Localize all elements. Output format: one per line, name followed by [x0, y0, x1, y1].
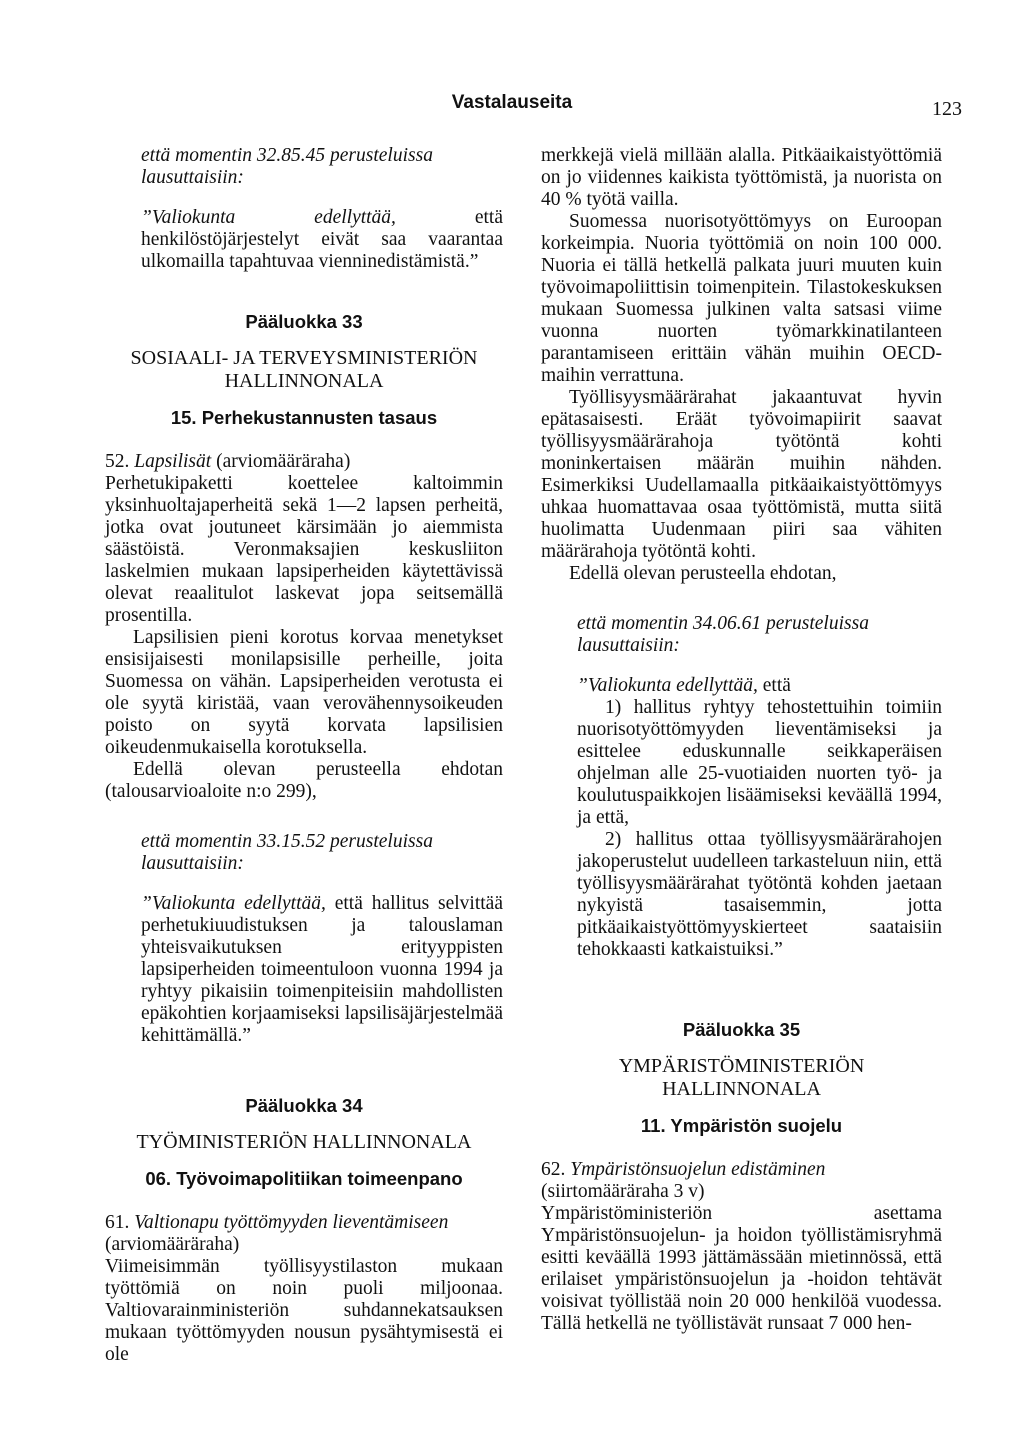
item61-note: (arviomääräraha): [105, 1234, 240, 1255]
item52-heading: [105, 451, 503, 473]
quote1-intro: että momentin 32.85.45 perusteluissa lausuttaisiin:: [141, 145, 433, 188]
left-column: [105, 145, 503, 1366]
right-paragraph-2: Suomessa nuorisotyöttömyys on Euroopan korkeimpia. Nuoria työttömiä on noin 100 000. Nuoria ei tällä hetkellä palkata juuri muuten kuin työvoimapoliittisin toimenpitein. Tilastokeskuksen mukaan Suomessa julkinen valta satsasi viime vuonna nuorten työmarkkinatilanteen parantamiseen erittäin vähän muihin OECD-maihin verrattuna.: [541, 211, 942, 386]
right-paragraph-1: merkkejä vielä millään alalla. Pitkäaikaistyöttömiä on jo viidennes kaikista työttömistä, ja nuorista on 40 % työtä vailla.: [541, 145, 942, 210]
quote1-lead: ”Valiokunta edellyttää,: [141, 207, 396, 228]
quote1-text: että henkilöstöjärjestelyt eivät saa vaarantaa ulkomailla tapahtuvaa vienninedistämistä.”: [141, 207, 503, 272]
quote3-lead: ”Valiokunta edellyttää,: [577, 675, 758, 696]
section35-ministry: YMPÄRISTÖMINISTERIÖN HALLINNONALA: [618, 1055, 865, 1100]
page-header: [0, 92, 1024, 122]
quote3-item-2: 2) hallitus ottaa työllisyysmäärärahojen jakoperustelut uudelleen tarkasteluun niin, että työllisyysmäärärahat työtöntä kohden jaetaan nykyistä tasaisemmin, jotta pitkäaikaistyöttömyyskierteet saataisiin tehokkaasti katkaistuiksi.”: [577, 829, 942, 960]
item61-title: Valtionapu työttömyyden lieventämiseen: [134, 1212, 449, 1233]
item62-heading: [541, 1159, 942, 1203]
right-paragraph-5: Ympäristöministeriön asettama Ympäristönsuojelun- ja hoidon työllistämisryhmä esitti keväällä 1993 jättämässään mietinnössä, että erilaiset ympäristönsuojelun ja -hoidon tehtävät voisivat työllistää noin 20 000 henkilöä vuodessa. Tällä hetkellä ne työllistävät runsaat 7 000 hen-: [541, 1203, 942, 1334]
section35-title: Pääluokka 35: [682, 1019, 801, 1040]
quote2-lead: ”Valiokunta edellyttää,: [141, 893, 326, 914]
item62-number: 62.: [541, 1159, 571, 1180]
left-paragraph-3: Edellä olevan perusteella ehdotan (talousarvioaloite n:o 299),: [105, 759, 503, 802]
quote2-intro: että momentin 33.15.52 perusteluissa lausuttaisiin:: [141, 831, 433, 874]
quote3-item-1: 1) hallitus ryhtyy tehostettuihin toimiin nuorisotyöttömyyden lieventämiseksi ja esittelee eduskunnalle seikkaperäisen ohjelman alle 25-vuotiaiden nuorten työ- ja koulutuspaikkojen lisäämiseksi keväällä 1994, ja että,: [577, 697, 942, 828]
item62-note: (siirtomääräraha 3 v): [541, 1181, 705, 1202]
section33-ministry: SOSIAALI- JA TERVEYSMINISTERIÖN HALLINNONALA: [130, 347, 478, 392]
left-paragraph-2: Lapsilisien pieni korotus korvaa menetykset ensisijaisesti monilapsisille perheille, joita Suomessa on vähän. Lapsiperheiden verotusta ei ole syytä kiristää, vaan verovähennysoikeuden poisto on syytä korvata lapsilisien oikeudenmukaisella korotuksella.: [105, 627, 503, 758]
right-paragraph-3: Työllisyysmäärärahat jakaantuvat hyvin epätasaisesti. Eräät työvoimapiirit saavat työllisyysmäärärahoja työtöntä kohti moninkertaisen määrän muihin nähden. Esimerkiksi Uudellamaalla pitkäaikaistyöttömyys uhkaa huomattavaa osaa työttömistä, mutta siitä huolimatta Uudenmaan piiri saa vähiten määrärahoja työtöntä kohti.: [541, 387, 942, 562]
section33-subheading: 15. Perhekustannusten tasaus: [170, 407, 438, 428]
right-paragraph-4: Edellä olevan perusteella ehdotan,: [569, 563, 837, 584]
section34-subheading: 06. Työvoimapolitiikan toimeenpano: [145, 1168, 463, 1189]
item52-note: (arviomääräraha): [211, 451, 351, 472]
item61-heading: [105, 1212, 503, 1256]
section33-title: Pääluokka 33: [245, 311, 363, 332]
quote3-body: [541, 675, 942, 697]
quote2-body: [105, 893, 503, 1047]
running-title: Vastalauseita: [451, 92, 573, 113]
item52-number: 52.: [105, 451, 135, 472]
item52-title: Lapsilisät: [134, 451, 212, 472]
quote3-intro: että momentin 34.06.61 perusteluissa lausuttaisiin:: [577, 613, 869, 656]
page-number: 123: [932, 98, 962, 120]
item62-title: Ympäristönsuojelun edistäminen: [570, 1159, 826, 1180]
left-paragraph-4: Viimeisimmän työllisyystilaston mukaan työttömiä on noin puoli miljoonaa. Valtiovarainministeriön suhdannekatsauksen mukaan työttömyyden nousun pysähtymisestä ei ole: [105, 1256, 503, 1365]
quote2-text: että hallitus selvittää perhetukiuudistuksen ja talouslaman yhteisvaikutuksen erityyppisten lapsiperheiden toimeentuloon vuonna 1994 ja ryhtyy pikaisiin toimenpiteisiin mahdollisten epäkohtien korjaamiseksi lapsilisäjärjestelmää kehittämällä.”: [141, 893, 503, 1046]
section34-ministry: TYÖMINISTERIÖN HALLINNONALA: [136, 1131, 472, 1153]
section34-title: Pääluokka 34: [245, 1095, 363, 1116]
right-column: [541, 145, 942, 1335]
quote1-body: [105, 207, 503, 273]
quote3-text: että: [757, 675, 791, 696]
item61-number: 61.: [105, 1212, 135, 1233]
left-paragraph-1: Perhetukipaketti koettelee kaltoimmin yksinhuoltajaperheitä sekä 1—2 lapsen perheitä, jotka ovat joutuneet kärsimään jo aiemmista säästöistä. Veronmaksajien keskusliiton laskelmien mukaan lapsiperheiden käytettävissä olevat reaalitulot laskevat jopa seitsemällä prosentilla.: [105, 473, 503, 626]
section35-subheading: 11. Ympäristön suojelu: [640, 1115, 843, 1136]
